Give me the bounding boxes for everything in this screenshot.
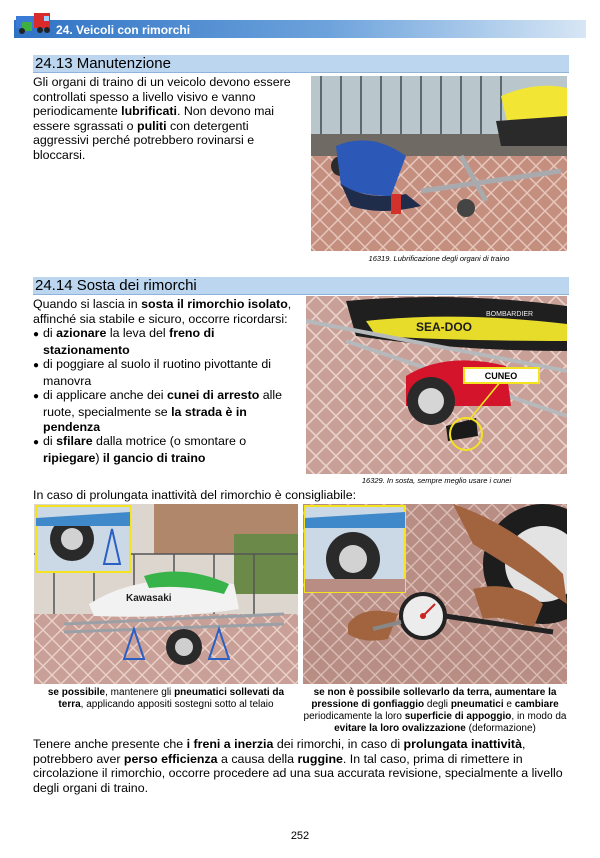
text-run: dalla motrice (o smontare o — [92, 434, 247, 449]
text-run: Gli organi di traino di un veicolo devono essere controllati spesso a livello visivo e vanno periodicamente — [33, 75, 291, 119]
text-run: la leva del — [106, 326, 170, 340]
lubrication-photo — [311, 76, 567, 251]
seadoo-brand-text: SEA-DOO — [416, 320, 473, 334]
text-run: , affinché sia stabile e sicuro, occorre ricordarsi: — [33, 297, 292, 326]
wheel-chock-photo-caption: 16329. In sosta, sempre meglio usare i cunei — [361, 476, 512, 485]
chapter-title: 24. Veicoli con rimorchi — [56, 23, 191, 37]
text-run: , potrebbero aver — [33, 737, 526, 766]
bullet-jockey-wheel — [33, 357, 295, 388]
maintenance-paragraph — [33, 75, 295, 163]
section-heading-maintenance: 24.13 Manutenzione — [33, 55, 569, 73]
text-run: . In tal caso, prima di rimettere in circolazione il rimorchio, occorre procedere ad una sua accurata revisione, specialmente a livello degli organi di traino. — [33, 751, 563, 795]
bold-run: cunei di arresto — [167, 388, 260, 403]
text-run: , mantenere gli — [105, 687, 175, 698]
bold-run: puliti — [137, 118, 167, 133]
parking-intro — [33, 297, 295, 326]
cuneo-label: CUNEO — [484, 371, 518, 381]
bullet-parking-brake — [33, 326, 295, 357]
text-run: di — [43, 434, 57, 449]
text-run: a causa della — [217, 751, 298, 766]
text-run: alle ruote, specialmente se — [43, 388, 283, 419]
raised-trailer-photo — [34, 504, 298, 684]
bold-run: se non è possibile sollevarlo da terra, aumentare la pressione di gonfiaggio — [311, 687, 557, 710]
wheel-chock-photo — [306, 296, 567, 474]
text-run: dei rimorchi, in caso di — [273, 737, 404, 751]
truck-logo-icon — [14, 10, 54, 38]
bold-run: azionare — [56, 326, 107, 340]
text-run: periodicamente la loro — [303, 711, 405, 722]
bold-run: prolungata inattività — [403, 737, 522, 751]
closing-paragraph — [33, 737, 573, 795]
bold-run: sfilare — [56, 434, 93, 449]
bullet-wheel-chocks — [33, 388, 295, 434]
bold-run: lubrificati — [121, 104, 177, 119]
bold-run: superficie di appoggio — [404, 711, 512, 722]
bold-run: sosta il rimorchio isolato — [141, 297, 288, 311]
bold-run: i freni a inerzia — [186, 737, 274, 751]
lubrication-photo-caption: 16319. Lubrificazione degli organi di traino — [368, 254, 510, 263]
text-run: , in modo da — [511, 711, 567, 722]
bold-run: il gancio di traino — [102, 450, 206, 465]
bombardier-brand-text: BOMBARDIER — [486, 311, 534, 318]
bullet-tow-hitch — [33, 434, 295, 465]
text-run: di — [43, 326, 57, 340]
parking-bullet-list — [33, 326, 295, 465]
bold-run: perso efficienza — [123, 751, 218, 766]
bold-run: pneumatici — [450, 699, 504, 710]
bold-run: ripiegare — [43, 450, 96, 465]
bold-run: se possibile — [47, 687, 106, 698]
tire-pressure-photo — [303, 504, 567, 684]
bold-run: freno di stazionamento — [43, 326, 215, 357]
bold-run: ruggine — [297, 751, 343, 766]
page-number: 252 — [290, 830, 310, 842]
text-run: Quando si lascia in — [33, 297, 142, 311]
text-run: . Non devono mai essere sgrassati o — [33, 104, 275, 133]
raised-trailer-caption — [34, 687, 298, 711]
text-run: di applicare anche dei — [43, 388, 167, 403]
text-run: , applicando appositi sostegni sotto al telaio — [80, 699, 274, 710]
bold-run: la strada è in pendenza — [43, 404, 247, 434]
text-run: Tenere anche presente che — [33, 737, 187, 751]
section-heading-parking: 24.14 Sosta dei rimorchi — [33, 277, 569, 295]
inactivity-lead: In caso di prolungata inattività del rimorchio è consigliabile: — [33, 488, 357, 502]
text-run: e — [503, 699, 515, 710]
tire-pressure-caption — [303, 687, 567, 735]
bold-run: evitare la loro ovalizzazione — [334, 723, 466, 734]
text-run: con detergenti aggressivi perché potrebbero rovinarsi e bloccarsi. — [33, 118, 255, 162]
text-run: di poggiare al suolo il ruotino pivottante di manovra — [43, 357, 271, 388]
bold-run: pneumatici sollevati da terra — [58, 687, 285, 710]
bold-run: cambiare — [514, 699, 559, 710]
text-run: degli — [424, 699, 451, 710]
kawasaki-brand-text: Kawasaki — [126, 593, 172, 604]
text-run: ) — [95, 450, 103, 465]
text-run: (deformazione) — [465, 723, 536, 734]
